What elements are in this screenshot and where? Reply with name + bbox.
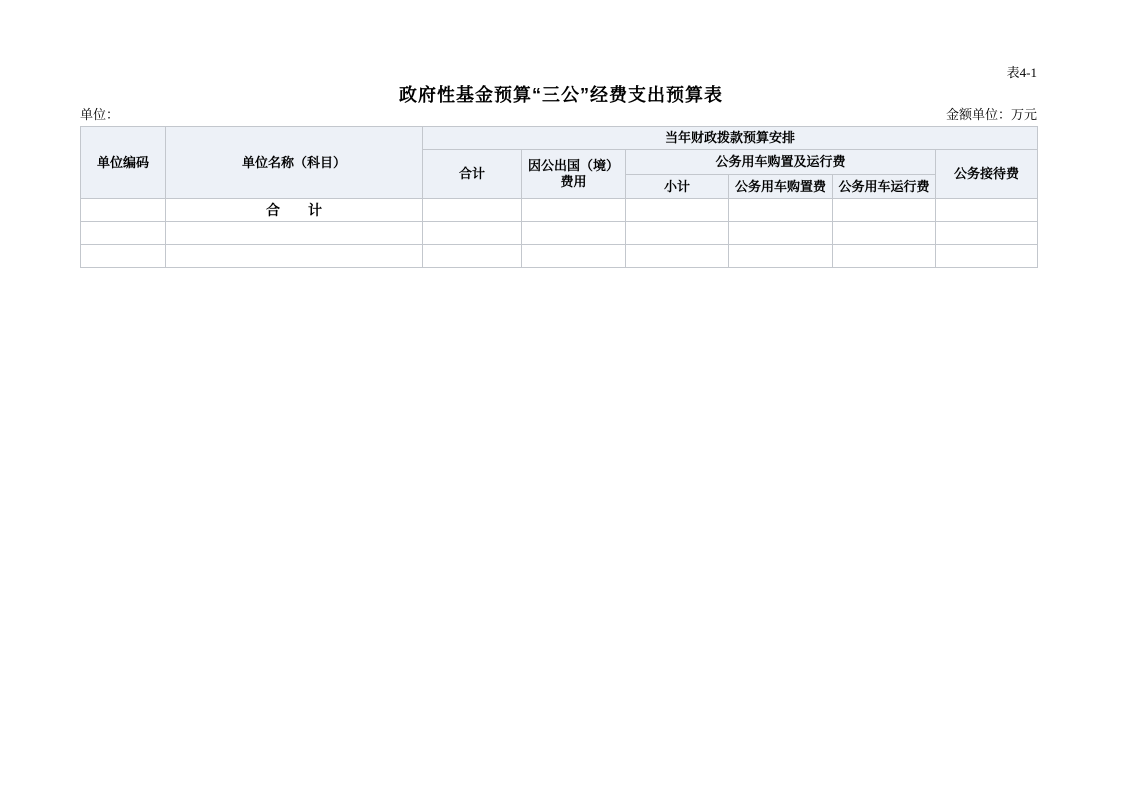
cell-unit-code — [81, 245, 166, 268]
cell-abroad-expense — [522, 245, 626, 268]
cell-abroad-expense — [522, 222, 626, 245]
col-header-unit-code: 单位编码 — [81, 127, 166, 199]
col-header-vehicle-group: 公务用车购置及运行费 — [626, 150, 936, 175]
col-header-fiscal-allocation-group: 当年财政拨款预算安排 — [423, 127, 1038, 150]
cell-reception — [936, 222, 1038, 245]
cell-total — [423, 199, 522, 222]
cell-unit-name — [166, 222, 423, 245]
table-row — [81, 245, 1038, 268]
cell-subtotal — [626, 222, 729, 245]
amount-unit-label: 金额单位：万元 — [945, 107, 1037, 122]
cell-total — [423, 245, 522, 268]
col-header-subtotal: 小计 — [626, 175, 729, 199]
header-row-1 — [81, 127, 1038, 150]
table-row — [81, 222, 1038, 245]
col-header-abroad-expense: 因公出国（境）费用 — [522, 150, 626, 199]
cell-subtotal — [626, 199, 729, 222]
cell-vehicle-operation — [833, 222, 936, 245]
table-number-label: 表4-1 — [1006, 65, 1037, 80]
cell-vehicle-purchase — [729, 222, 833, 245]
col-header-vehicle-operation: 公务用车运行费 — [833, 175, 936, 199]
cell-vehicle-operation — [833, 245, 936, 268]
cell-unit-name: 合 计 — [166, 199, 423, 222]
meta-row — [80, 107, 1037, 123]
table-row-total — [81, 199, 1038, 222]
col-header-total: 合计 — [423, 150, 522, 199]
cell-unit-code — [81, 199, 166, 222]
col-header-vehicle-purchase: 公务用车购置费 — [729, 175, 833, 199]
cell-reception — [936, 245, 1038, 268]
cell-vehicle-purchase — [729, 245, 833, 268]
cell-total — [423, 222, 522, 245]
unit-label: 单位： — [80, 107, 120, 122]
cell-vehicle-purchase — [729, 199, 833, 222]
cell-vehicle-operation — [833, 199, 936, 222]
cell-unit-code — [81, 222, 166, 245]
cell-unit-name — [166, 245, 423, 268]
cell-abroad-expense — [522, 199, 626, 222]
col-header-reception: 公务接待费 — [936, 150, 1038, 199]
page-title: 政府性基金预算“三公”经费支出预算表 — [399, 85, 723, 105]
col-header-unit-name: 单位名称（科目） — [166, 127, 423, 199]
cell-subtotal — [626, 245, 729, 268]
cell-reception — [936, 199, 1038, 222]
budget-table — [80, 126, 1038, 268]
